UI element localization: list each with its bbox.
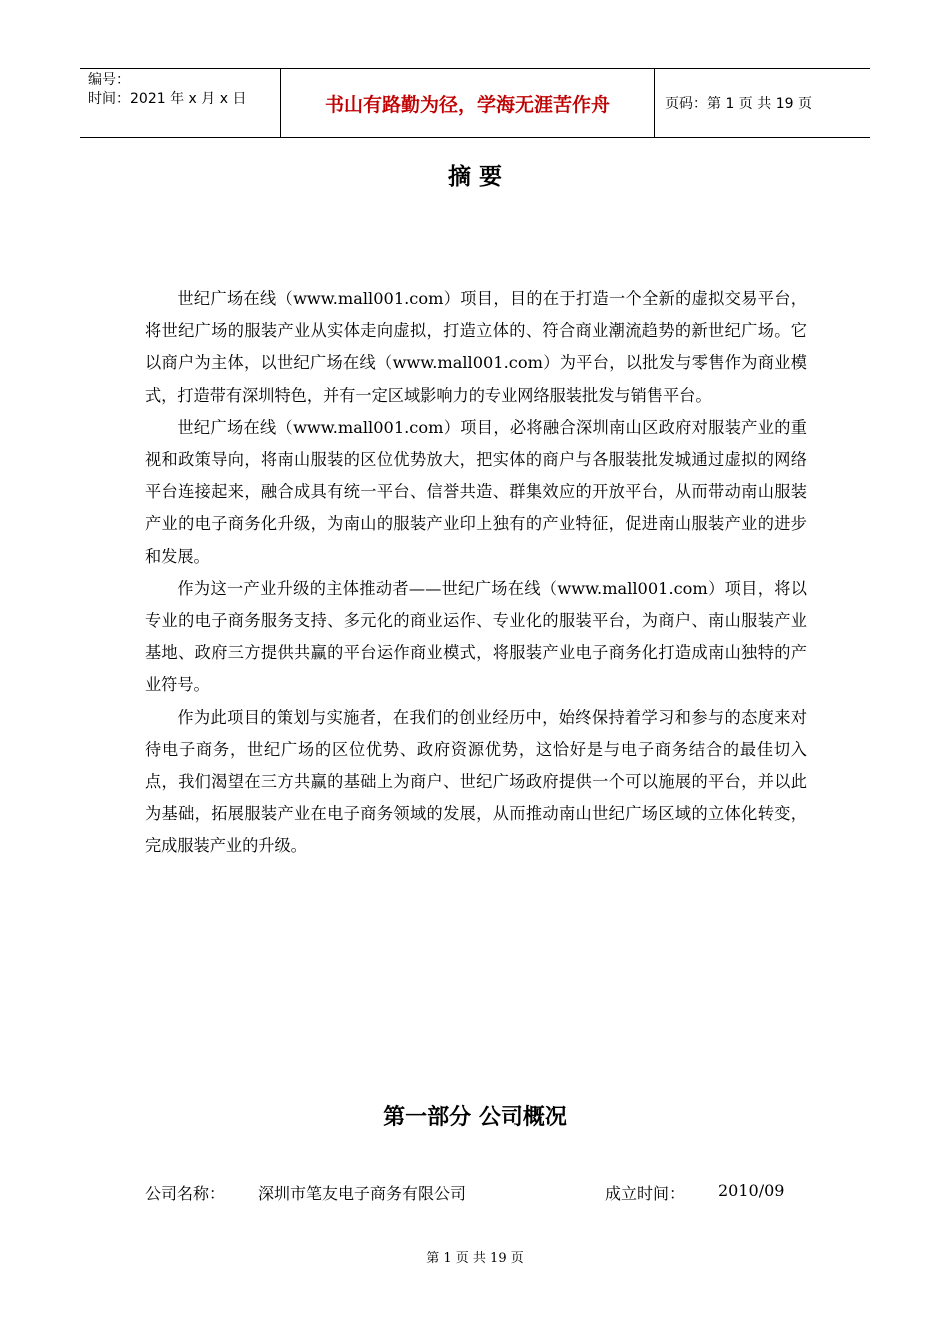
section-title: 第一部分 公司概况 xyxy=(383,1105,567,1130)
header-motto: 书山有路勤为径，学海无涯苦作舟 xyxy=(281,69,655,137)
company-name-label: 公司名称： xyxy=(145,1184,226,1203)
founded-date-value: 2010/09 xyxy=(718,1181,785,1200)
page-footer: 第 1 页 共 19 页 xyxy=(426,1251,524,1266)
header-page-info: 页码：第 1 页 共 19 页 xyxy=(665,96,812,112)
abstract-body xyxy=(145,283,807,863)
abstract-paragraph-3: 作为这一产业升级的主体推动者——世纪广场在线（www.mall001.com）项目，将以专业的电子商务服务支持、多元化的商业运作、专业化的服装平台，为商户、南山服装产业基地、政府三方提供共赢的平台运作商业模式，将服装产业电子商务化打造成南山独特的产业符号。 xyxy=(145,578,807,695)
abstract-paragraph-1: 世纪广场在线（www.mall001.com）项目，目的在于打造一个全新的虚拟交易平台，将世纪广场的服装产业从实体走向虚拟，打造立体的、符合商业潮流趋势的新世纪广场。它以商户为主体，以世纪广场在线（www.mall001.com）为平台，以批发与零售作为商业模式，打造带有深圳特色，并有一定区域影响力的专业网络服装批发与销售平台。 xyxy=(145,289,807,405)
doc-time-label: 时间：2021 年 x 月 x 日 xyxy=(88,91,247,107)
company-info-row xyxy=(145,1181,807,1207)
abstract-paragraph-4: 作为此项目的策划与实施者，在我们的创业经历中，始终保持着学习和参与的态度来对待电子商务，世纪广场的区位优势、政府资源优势，这恰好是与电子商务结合的最佳切入点，我们渴望在三方共赢的基础上为商户、世纪广场政府提供一个可以施展的平台，并以此为基础，拓展服装产业在电子商务领域的发展，从而推动南山世纪广场区域的立体化转变，完成服装产业的升级。 xyxy=(145,707,807,856)
page-header xyxy=(80,68,870,138)
doc-number-label: 编号： xyxy=(88,72,130,88)
company-name-value: 深圳市笔友电子商务有限公司 xyxy=(258,1184,467,1203)
header-meta xyxy=(80,69,281,137)
abstract-paragraph-2: 世纪广场在线（www.mall001.com）项目，必将融合深圳南山区政府对服装产业的重视和政策导向，将南山服装的区位优势放大，把实体的商户与各服装批发城通过虚拟的网络平台连接起来，融合成具有统一平台、信誉共造、群集效应的开放平台，从而带动南山服装产业的电子商务化升级，为南山的服装产业印上独有的产业特征，促进南山服装产业的进步和发展。 xyxy=(145,417,807,566)
founded-date-label: 成立时间： xyxy=(605,1184,686,1203)
abstract-title: 摘 要 xyxy=(447,164,502,190)
